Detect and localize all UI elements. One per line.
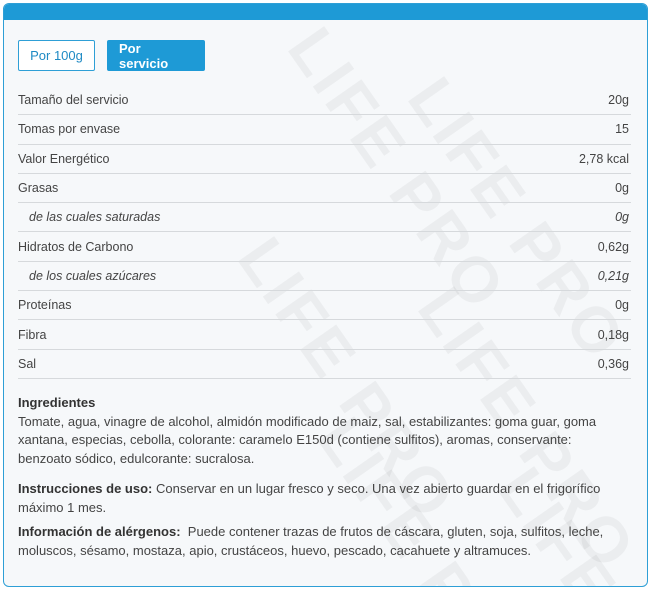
row-label: Hidratos de Carbono xyxy=(18,239,134,254)
allergens-heading: Información de alérgenos: xyxy=(18,524,181,539)
allergens-text: Puede contener trazas de frutos de cáscara, gluten, soja, sulfitos, leche, moluscos, sésamo, mostaza, apio, crustáceos, huevo, pescado, cacahuete y altramuces. xyxy=(18,524,604,558)
row-value: 0,21g xyxy=(597,268,629,283)
row-value: 20g xyxy=(608,93,629,108)
row-value: 0,18g xyxy=(597,327,629,342)
table-row xyxy=(18,350,631,379)
watermark-text xyxy=(483,454,648,587)
row-label: de los cuales azúcares xyxy=(29,268,157,283)
row-value: 2,78 kcal xyxy=(578,151,629,166)
tab-per-100g[interactable]: Por 100g xyxy=(18,40,95,71)
row-value: 0g xyxy=(615,298,629,313)
ingredients-heading: Ingredientes xyxy=(18,395,96,410)
instructions-heading: Instrucciones de uso: xyxy=(18,481,153,496)
ingredients-section xyxy=(18,394,628,468)
instructions-section xyxy=(18,480,628,517)
serving-toggle xyxy=(18,40,205,71)
tab-per-serving[interactable]: Por servicio xyxy=(107,40,205,71)
instructions-text: Conservar en un lugar fresco y seco. Una vez abierto guardar en el frigorífico máximo 1 mes. xyxy=(18,481,601,515)
table-row xyxy=(18,86,631,115)
table-row-sub xyxy=(18,203,631,232)
nutrition-table xyxy=(18,86,631,379)
table-row xyxy=(18,291,631,320)
table-row xyxy=(18,320,631,349)
panel-header-bar xyxy=(4,4,647,20)
row-label: Grasas xyxy=(18,181,59,196)
table-row-sub xyxy=(18,262,631,291)
ingredients-text: Tomate, agua, vinagre de alcohol, almidón modificado de maiz, sal, estabilizantes: goma guar, goma xantana, especias, cebolla, colorante: caramelo E150d (contiene sulfitos), aromas, conservante: benzoato sódico, edulcorante: sucralosa. xyxy=(18,413,597,466)
table-row xyxy=(18,174,631,203)
row-value: 15 xyxy=(615,122,629,137)
table-row xyxy=(18,232,631,261)
row-label: Tamaño del servicio xyxy=(18,93,129,108)
row-label: Valor Energético xyxy=(18,151,110,166)
row-value: 0,62g xyxy=(597,239,629,254)
row-label: Tomas por envase xyxy=(18,122,121,137)
row-value: 0g xyxy=(615,210,629,225)
row-label: Sal xyxy=(18,356,37,371)
row-label: de las cuales saturadas xyxy=(29,210,161,225)
row-label: Fibra xyxy=(18,327,47,342)
row-value: 0,36g xyxy=(597,356,629,371)
row-value: 0g xyxy=(615,181,629,196)
table-row xyxy=(18,145,631,174)
row-label: Proteínas xyxy=(18,298,72,313)
allergens-section xyxy=(18,523,628,560)
table-row xyxy=(18,115,631,144)
